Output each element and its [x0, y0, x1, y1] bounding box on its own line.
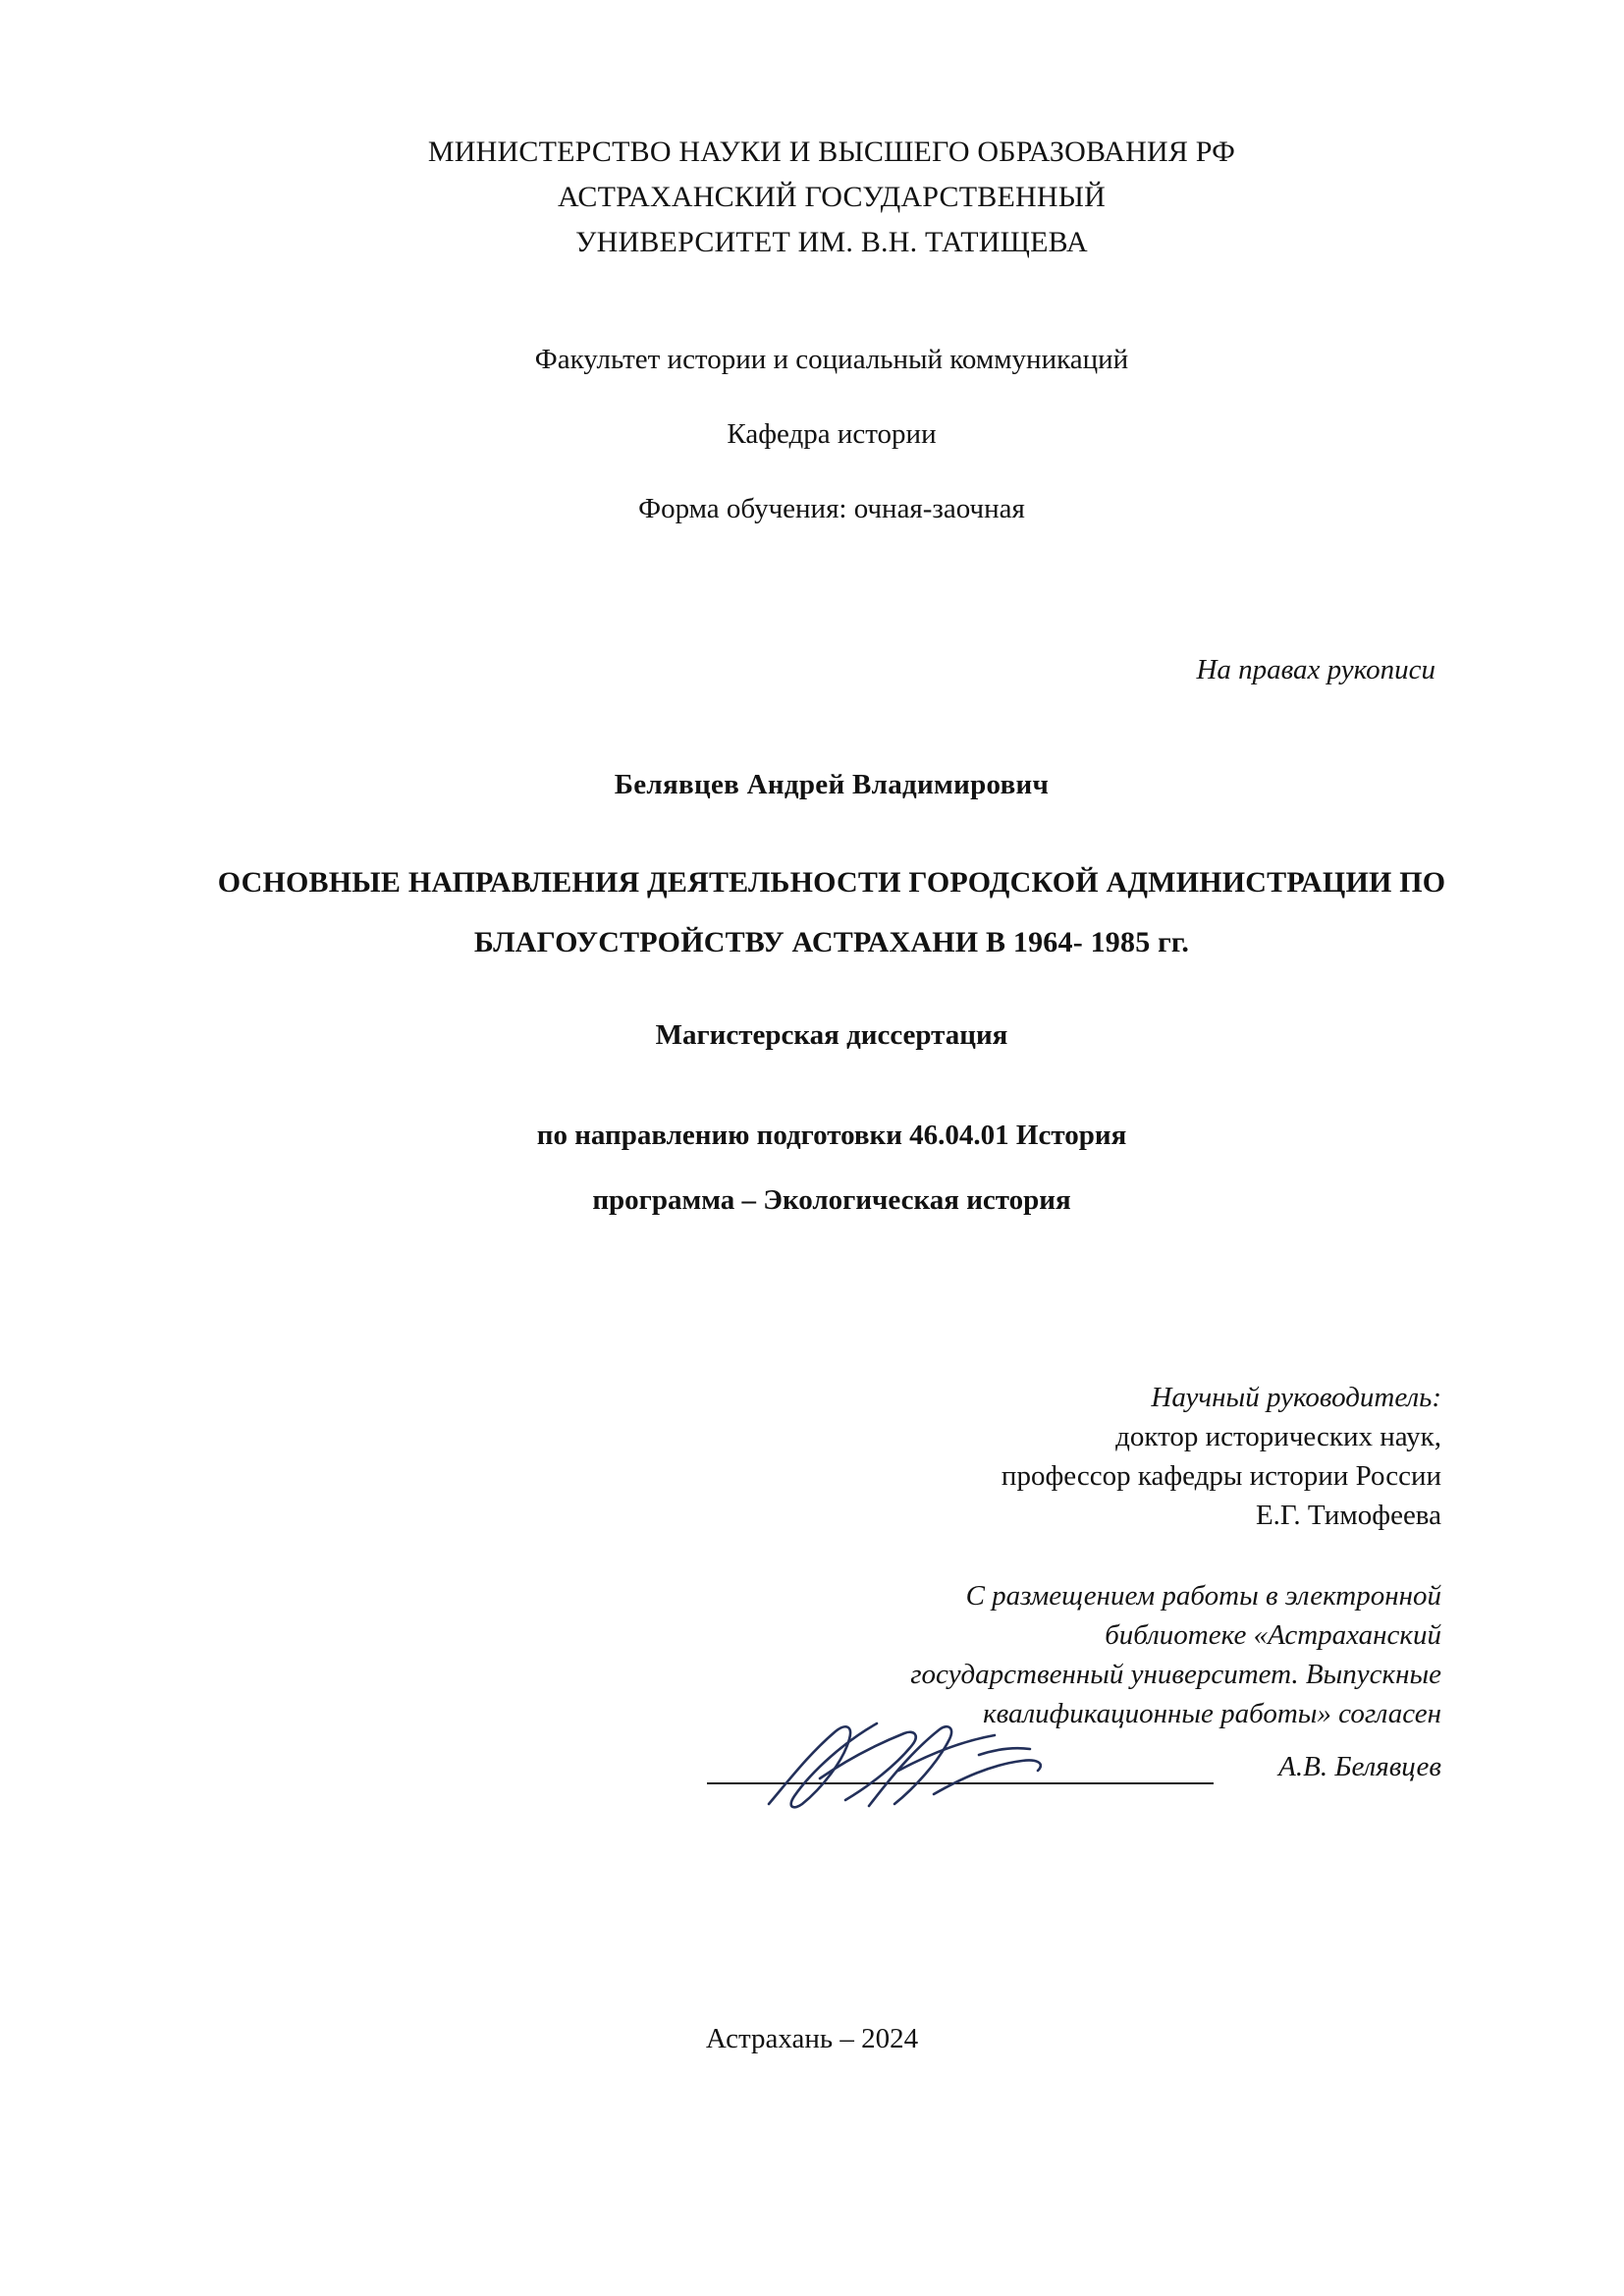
- author-name: Белявцев Андрей Владимирович: [614, 769, 1050, 800]
- manuscript-note: На правах рукописи: [1196, 654, 1435, 685]
- consent-block: [206, 1576, 1457, 1733]
- signature-line: [707, 1782, 1214, 1784]
- work-kind: Магистерская диссертация: [655, 1019, 1008, 1051]
- consent-line-3: государственный университет. Выпускные: [910, 1659, 1441, 1690]
- faculty-name: Факультет истории и социальный коммуникаций: [534, 344, 1129, 375]
- supervisor-label: Научный руководитель:: [1151, 1382, 1441, 1413]
- signature-name: А.В. Белявцев: [1278, 1751, 1441, 1782]
- consent-line-1: С размещением работы в электронной: [965, 1580, 1441, 1612]
- program-block: [206, 1103, 1457, 1232]
- university-header-line-3: УНИВЕРСИТЕТ ИМ. В.Н. ТАТИЩЕВА: [575, 226, 1088, 258]
- thesis-title-line-1: ОСНОВНЫЕ НАПРАВЛЕНИЯ ДЕЯТЕЛЬНОСТИ ГОРОДСКОЙ: [217, 866, 1099, 899]
- university-header: [206, 130, 1457, 265]
- program-name: программа – Экологическая история: [592, 1184, 1071, 1216]
- university-header-line-2: АСТРАХАНСКИЙ ГОСУДАРСТВЕННЫЙ: [558, 181, 1106, 213]
- supervisor-name: Е.Г. Тимофеева: [1255, 1500, 1441, 1531]
- thesis-title-line-2: АДМИНИСТРАЦИИ ПО БЛАГОУСТРОЙСТВУ АСТРАХАНИ В 1964-: [473, 866, 1446, 958]
- university-header-line-1: МИНИСТЕРСТВО НАУКИ И ВЫСШЕГО ОБРАЗОВАНИЯ РФ: [427, 136, 1236, 168]
- thesis-title-line-3: 1985 гг.: [1090, 926, 1190, 958]
- study-form: Форма обучения: очная-заочная: [638, 493, 1025, 524]
- supervisor-position: профессор кафедры истории России: [1001, 1460, 1441, 1492]
- consent-line-4: квалификационные работы» согласен: [983, 1698, 1441, 1729]
- department-name: Кафедра истории: [727, 418, 937, 450]
- page-content: [206, 0, 1457, 2296]
- thesis-title: [206, 852, 1457, 972]
- consent-line-2: библиотеке «Астраханский: [1105, 1619, 1441, 1651]
- signature-row: [206, 1739, 1457, 1808]
- city-year-footer: Астрахань – 2024: [705, 2023, 919, 2054]
- program-direction: по направлению подготовки 46.04.01 История: [536, 1120, 1127, 1151]
- faculty-block: [206, 340, 1457, 528]
- supervisor-degree: доктор исторических наук,: [1115, 1421, 1441, 1452]
- supervisor-block: [206, 1378, 1457, 1535]
